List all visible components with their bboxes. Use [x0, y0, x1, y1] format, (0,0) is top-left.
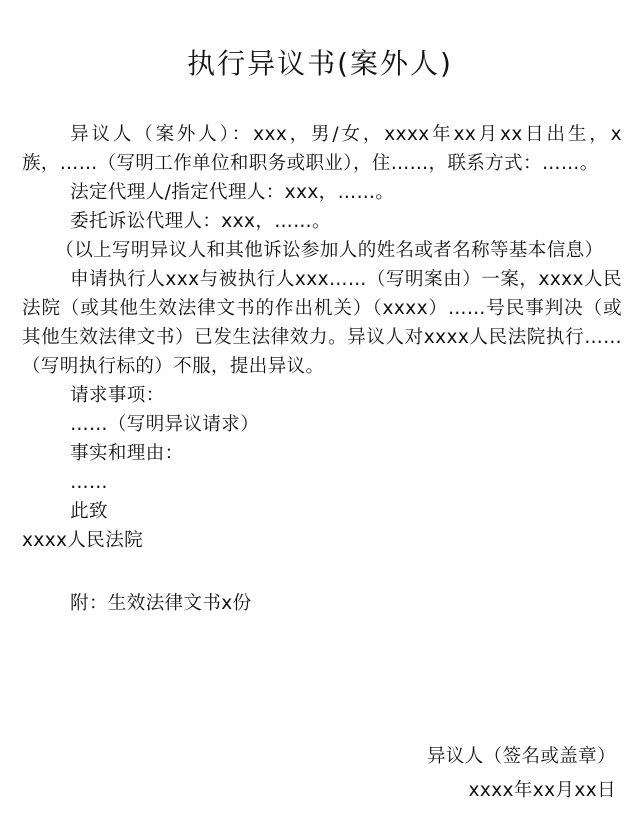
closing-phrase: 此致 [70, 501, 108, 522]
attachment-line: 附：生效法律文书x份 [70, 593, 252, 614]
legal-representative-line: 法定代理人/指定代理人：xxx，……。 [70, 182, 395, 203]
litigation-agent-line: 委托诉讼代理人：xxx，……。 [70, 211, 331, 232]
facts-heading: 事实和理由： [70, 443, 184, 464]
document-title: 执行异议书(案外人) [187, 47, 453, 80]
facts-content: …… [70, 472, 108, 493]
request-heading: 请求事项： [70, 385, 165, 406]
request-content: ……（写明异议请求） [70, 414, 260, 435]
basic-info-note: （以上写明异议人和其他诉讼参加人的姓名或者名称等基本信息） [55, 240, 604, 261]
document-body [22, 120, 622, 618]
objector-info-paragraph: 异议人（案外人）：xxx，男/女，xxxx年xx月xx日出生，x族，……（写明工作单位和职务或职业），住……，联系方式：……。 [22, 124, 622, 174]
signer-line: 异议人（签名或盖章） [426, 746, 616, 767]
case-statement-paragraph: 申请执行人xxx与被执行人xxx……（写明案由）一案，xxxx人民法院（或其他生效法律文书的作出机关）（xxxx）……号民事判决（或其他生效法律文书）已发生法律效力。异议人对xxxx人民法院执行……（写明执行标的）不服，提出异议。 [22, 269, 622, 377]
addressee-court: xxxx人民法院 [22, 530, 143, 551]
signature-block [427, 740, 616, 808]
signature-date: xxxx年xx月xx日 [468, 780, 616, 801]
